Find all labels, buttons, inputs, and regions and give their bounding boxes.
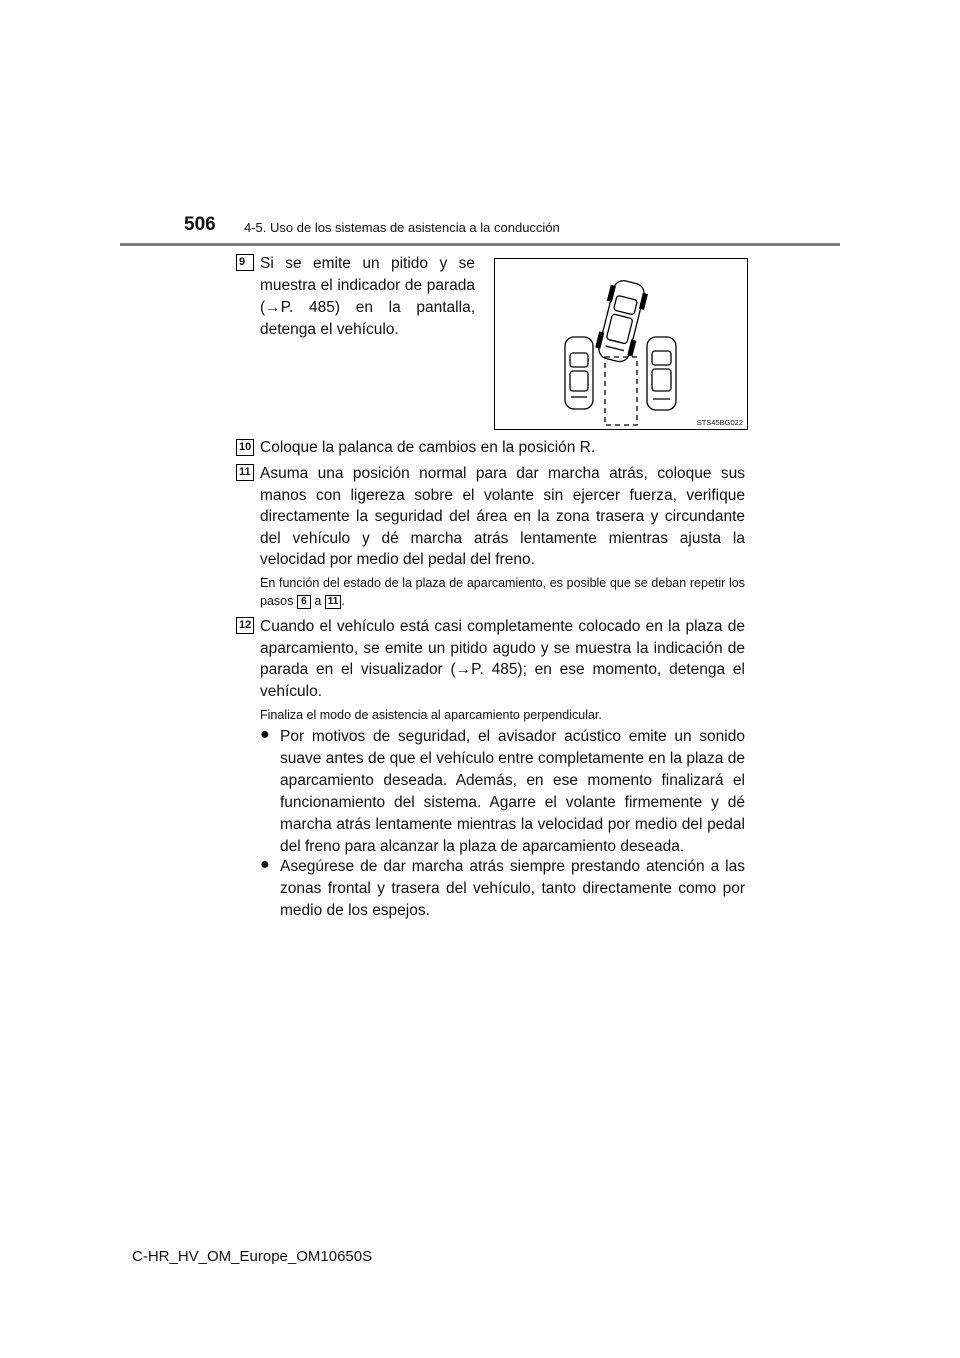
note-end: . [341, 594, 345, 608]
target-parking-slot [605, 357, 637, 425]
parking-illustration [494, 258, 748, 430]
step-number-9: 9 [236, 254, 254, 271]
note-connector: a [314, 594, 322, 608]
step-11-note [260, 574, 745, 610]
step-ref-11: 11 [325, 595, 342, 609]
step-12-note: Finaliza el modo de asistencia al aparcamiento perpendicular. [260, 708, 602, 722]
step-number-12: 12 [236, 617, 254, 634]
reversing-car [594, 278, 649, 365]
left-parked-car [565, 337, 593, 409]
header-rule [120, 243, 840, 246]
bullet-icon: ● [260, 726, 270, 743]
step-12-text: Cuando el vehículo está casi completamente colocado en la plaza de aparcamiento, se emite un pitido agudo y se muestra la indicación de parada en el visualizador (→P. 485); en ese momento, detenga el vehículo. [260, 618, 745, 700]
right-parked-car [647, 337, 676, 410]
figure-code: STS45BG022 [696, 418, 743, 427]
bullet-text: Asegúrese de dar marcha atrás siempre prestando atención a las zonas frontal y trasera del vehículo, tanto directamente como por medio de los espejos. [280, 858, 745, 919]
step-10-text: Coloque la palanca de cambios en la posición R. [260, 439, 596, 456]
step-number-10: 10 [236, 439, 254, 456]
step-number-11: 11 [236, 464, 254, 481]
page-number: 506 [184, 214, 216, 235]
step-ref-6: 6 [297, 595, 311, 609]
note-text: En función del estado de la plaza de aparcamiento, es posible que se deban repetir los pasos [260, 576, 745, 608]
step-9-text: Si se emite un pitido y se muestra el indicador de parada (→P. 485) en la pantalla, detenga el vehículo. [260, 255, 475, 338]
bullet-text: Por motivos de seguridad, el avisador acústico emite un sonido suave antes de que el vehículo entre completamente en la plaza de aparcamiento deseada. Además, en ese momento finalizará el funcionamiento del sistema. Agarre el volante firmemente y dé marcha atrás lentamente mientras la velocidad por medio del pedal del freno para alcanzar la plaza de aparcamiento deseada. [280, 728, 745, 855]
parking-diagram [495, 259, 747, 429]
step-11-text: Asuma una posición normal para dar marcha atrás, coloque sus manos con ligereza sobre el volante sin ejercer fuerza, verifique directamente la seguridad del área en la zona trasera y circundante del vehículo y dé marcha atrás lentamente mientras ajusta la velocidad por medio del pedal del freno. [260, 465, 745, 569]
bullet-icon: ● [260, 856, 270, 873]
footer-doc-code: C-HR_HV_OM_Europe_OM10650S [132, 1248, 373, 1265]
section-title: 4-5. Uso de los sistemas de asistencia a la conducción [244, 220, 560, 235]
